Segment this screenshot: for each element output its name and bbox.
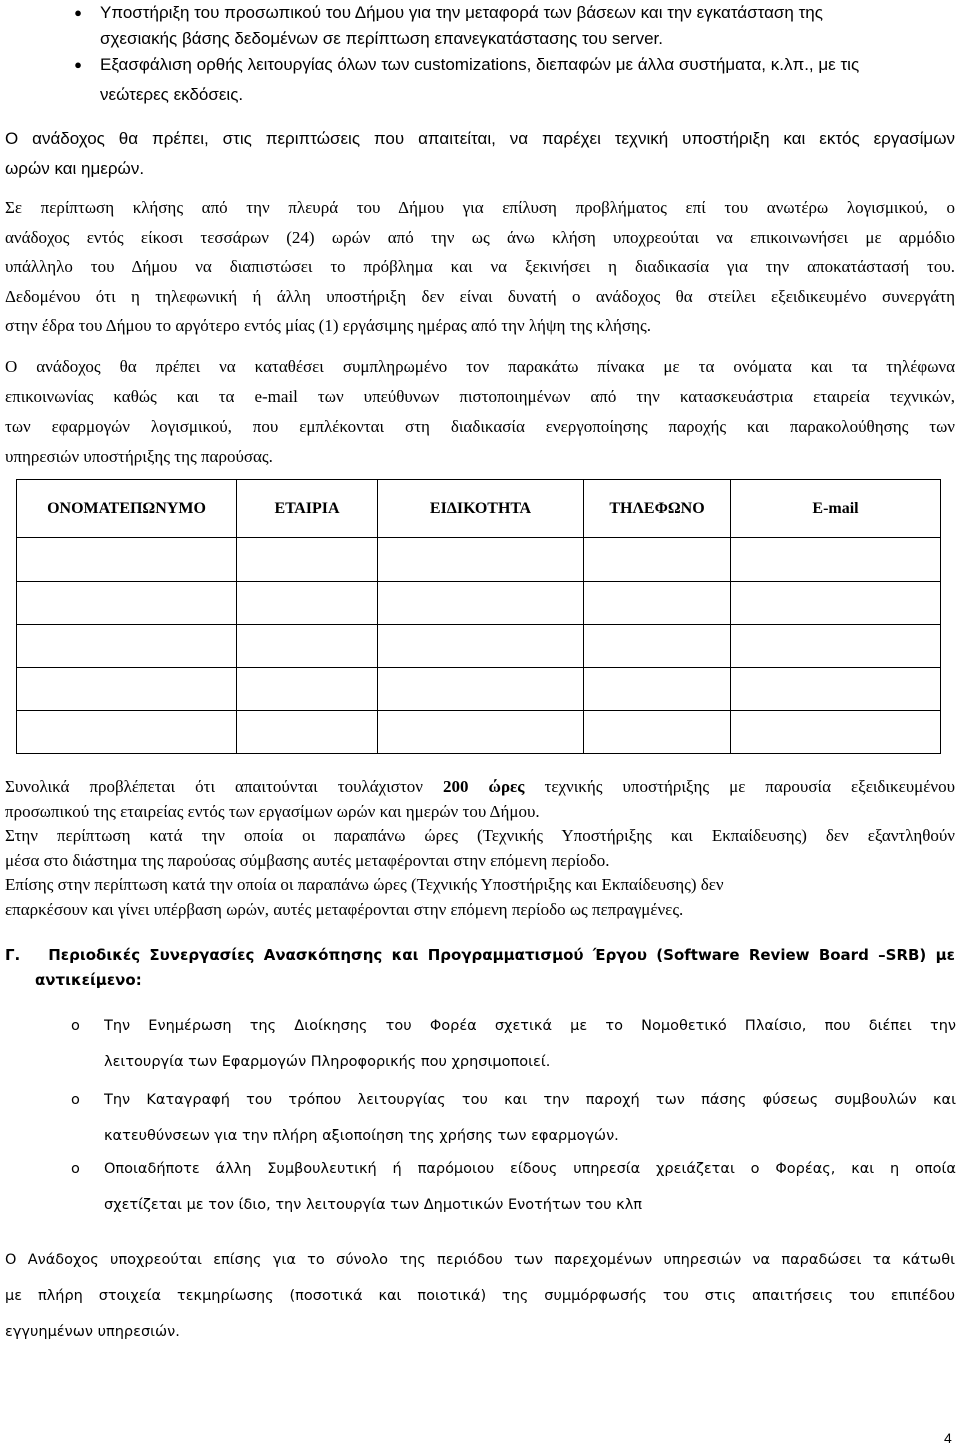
- column-header-email: E-mail: [731, 480, 941, 538]
- list-line: Την Καταγραφή του τρόπου λειτουργίας του και την παροχή των πάσης φύσεως συμβουλών και: [104, 1092, 956, 1108]
- bullet-line: Υποστήριξη του προσωπικού του Δήμου για την μεταφορά των βάσεων και την εγκατάσταση της: [100, 3, 823, 22]
- table-cell[interactable]: [237, 624, 378, 667]
- bullet-line: Εξασφάλιση ορθής λειτουργίας όλων των customizations, διεπαφών με άλλα συστήματα, κ.λπ., με τις: [100, 55, 860, 74]
- table-header-row: [17, 480, 941, 538]
- paragraph-contact-table-intro: [5, 352, 955, 472]
- paragraph-line: των εφαρμογών λογισμικού, που εμπλέκονται στη διαδικασία ενεργοποίησης παροχής και παρακολούθησης των: [5, 417, 955, 436]
- bullet-dot-icon: ●: [74, 5, 82, 20]
- column-header-company: ΕΤΑΙΡΙΑ: [237, 480, 378, 538]
- table-cell[interactable]: [731, 538, 941, 581]
- list-item: [71, 1151, 956, 1223]
- table-cell[interactable]: [17, 667, 237, 710]
- paragraph-line: [5, 775, 955, 800]
- table-row: [17, 581, 941, 624]
- paragraph-line: προσωπικού της εταιρείας εντός των εργασίμων ωρών και ημερών του Δήμου.: [5, 801, 540, 821]
- bullet-line: νεώτερες εκδόσεις.: [100, 85, 244, 104]
- paragraph-deliverables: [5, 1242, 955, 1350]
- paragraph-line: υπάλληλο του Δήμου να διαπιστώσει το πρόβλημα και να ξεκινήσει η διαδικασία για την αποκατάστασή του.: [5, 257, 955, 276]
- bullet-item: [74, 52, 955, 108]
- table-cell[interactable]: [237, 581, 378, 624]
- table-cell[interactable]: [378, 624, 584, 667]
- table-row: [17, 624, 941, 667]
- paragraph-support-hours: [5, 775, 955, 922]
- table-cell[interactable]: [731, 710, 941, 753]
- list-line: Την Ενημέρωση της Διοίκησης του Φορέα σχετικά με το Νομοθετικό Πλαίσιο, που διέπει την: [104, 1018, 956, 1034]
- paragraph-line: επικοινωνίας καθώς και τα e-mail των υπεύθυνων πιστοποιημένων από την κατασκευάστρια εταιρεία τεχνικών,: [5, 387, 955, 406]
- paragraph-line: μέσα στο διάστημα της παρούσας σύμβασης αυτές μεταφέρονται στην επόμενη περίοδο.: [5, 850, 610, 870]
- circle-bullet-icon: o: [71, 1161, 80, 1177]
- list-item: [71, 1082, 956, 1154]
- table-cell[interactable]: [17, 538, 237, 581]
- bullet-item: [74, 0, 955, 52]
- column-header-specialty: ΕΙΔΙΚΟΤΗΤΑ: [378, 480, 584, 538]
- table-cell[interactable]: [237, 710, 378, 753]
- column-header-phone: ΤΗΛΕΦΩΝΟ: [584, 480, 731, 538]
- table-cell[interactable]: [378, 581, 584, 624]
- table-cell[interactable]: [237, 667, 378, 710]
- table-cell[interactable]: [584, 710, 731, 753]
- paragraph-line: επαρκέσουν και γίνει υπέρβαση ωρών, αυτές μεταφέρονται στην επόμενη περίοδο ως πεπραγμένες.: [5, 899, 684, 919]
- table-cell[interactable]: [17, 581, 237, 624]
- paragraph-line: ωρών και ημερών.: [5, 159, 145, 178]
- heading-text: Περιοδικές Συνεργασίες Ανασκόπησης και Προγραμματισμού Έργου (Software Review Board –SRB) με: [48, 946, 955, 964]
- table-row: [17, 538, 941, 581]
- table-cell[interactable]: [378, 710, 584, 753]
- bullet-line: σχεσιακής βάσης δεδομένων σε περίπτωση επανεγκατάστασης του server.: [100, 29, 663, 48]
- contacts-table: [16, 479, 941, 754]
- table-row: [17, 667, 941, 710]
- paragraph-line: υπηρεσιών υποστήριξης της παρούσας.: [5, 447, 273, 466]
- paragraph-line: ανάδοχος εντός είκοσι τεσσάρων (24) ωρών από την ως άνω κλήση υποχρεούται να επικοινωνήσει με αρμόδιο: [5, 227, 955, 247]
- table-cell[interactable]: [584, 624, 731, 667]
- heading-line: [5, 943, 955, 968]
- paragraph-line: Στην περίπτωση κατά την οποία οι παραπάνω ώρες (Τεχνικής Υποστήριξης και Εκπαίδευσης) δεν εξαντληθούν: [5, 826, 955, 845]
- heading-text: αντικείμενο:: [35, 971, 142, 989]
- page-number: 4: [944, 1430, 952, 1446]
- paragraph-line: εγγυημένων υπηρεσιών.: [5, 1324, 180, 1340]
- circle-bullet-icon: o: [71, 1092, 80, 1108]
- table-cell[interactable]: [237, 538, 378, 581]
- paragraph-line: Δεδομένου ότι η τηλεφωνική ή άλλη υποστήριξη δεν είναι δυνατή ο ανάδοχος θα στείλει εξειδικευμένο συνεργάτη: [5, 286, 955, 306]
- table-cell[interactable]: [378, 667, 584, 710]
- column-header-name: ΟΝΟΜΑΤΕΠΩΝΥΜΟ: [17, 480, 237, 538]
- list-line: Οποιαδήποτε άλλη Συμβουλευτική ή παρόμοιου είδους υπηρεσία χρειάζεται ο Φορέας, και η οποία: [104, 1161, 956, 1177]
- table-cell[interactable]: [731, 581, 941, 624]
- paragraph-line: στην έδρα του Δήμου το αργότερο εντός μίας (1) εργάσιμης ημέρας από την λήψη της κλήσης.: [5, 316, 651, 335]
- text-run: Συνολικά προβλέπεται ότι απαιτούνται τουλάχιστον: [5, 777, 443, 796]
- paragraph-line: Ο ανάδοχος θα πρέπει να καταθέσει συμπληρωμένο τον παρακάτω πίνακα με τα ονόματα και τα τηλέφωνα: [5, 357, 955, 376]
- paragraph-line: Ο ανάδοχος θα πρέπει, στις περιπτώσεις που απαιτείται, να παρέχει τεχνική υποστήριξη και εκτός εργασίμων: [5, 129, 955, 148]
- paragraph-line: Σε περίπτωση κλήσης από την πλευρά του Δήμου για επίλυση προβλήματος επί του ανωτέρω λογισμικού, ο: [5, 198, 955, 217]
- table-cell[interactable]: [17, 624, 237, 667]
- text-run: τεχνικής υποστήριξης με παρουσία εξειδικευμένου: [524, 777, 955, 796]
- paragraph-call-response: [5, 193, 955, 341]
- list-line: σχετίζεται με τον ίδιο, την λειτουργία των Δημοτικών Ενοτήτων του κλπ: [104, 1197, 643, 1213]
- table-cell[interactable]: [584, 538, 731, 581]
- paragraph-line: Ο Ανάδοχος υποχρεούται επίσης για το σύνολο της περιόδου των παρεχομένων υπηρεσιών να παραδώσει τα κάτωθι: [5, 1252, 955, 1268]
- paragraph-line: Επίσης στην περίπτωση κατά την οποία οι παραπάνω ώρες (Τεχνικής Υποστήριξης και Εκπαίδευσης) δεν: [5, 875, 724, 894]
- table-row: [17, 710, 941, 753]
- bullet-dot-icon: ●: [74, 57, 82, 72]
- table-cell[interactable]: [378, 538, 584, 581]
- table-cell[interactable]: [731, 667, 941, 710]
- hours-bold: 200 ώρες: [443, 777, 525, 796]
- list-line: λειτουργία των Εφαρμογών Πληροφορικής που χρησιμοποιεί.: [104, 1054, 551, 1070]
- table-cell[interactable]: [584, 667, 731, 710]
- table-cell[interactable]: [731, 624, 941, 667]
- section-label: Γ.: [5, 946, 21, 964]
- paragraph-line: με πλήρη στοιχεία τεκμηρίωσης (ποσοτικά και ποιοτικά) της συμμόρφωσής του στις απαιτήσεις του επιπέδου: [5, 1288, 955, 1304]
- circle-bullet-icon: o: [71, 1018, 80, 1034]
- section-heading: [5, 943, 955, 993]
- paragraph-after-hours-support: [5, 124, 955, 184]
- table-cell[interactable]: [584, 581, 731, 624]
- list-line: κατευθύνσεων για την πλήρη αξιοποίηση της χρήσης των εφαρμογών.: [104, 1128, 619, 1144]
- list-item: [71, 1008, 956, 1080]
- table-cell[interactable]: [17, 710, 237, 753]
